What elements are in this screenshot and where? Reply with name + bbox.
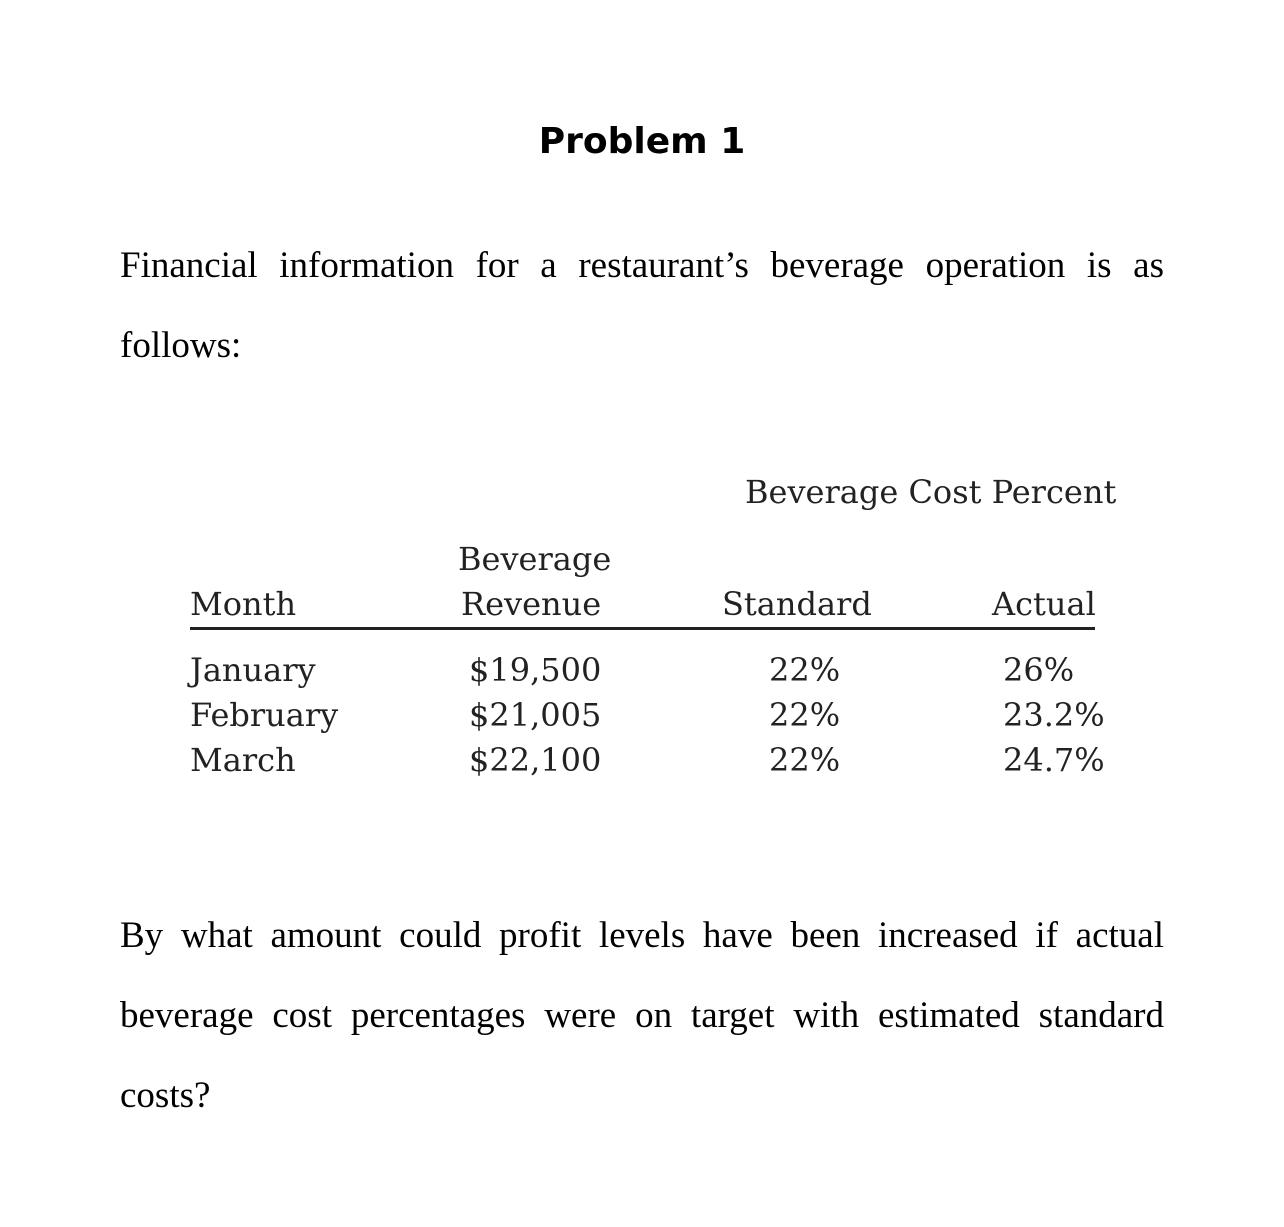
table-body (0, 650, 1284, 785)
cell-revenue: $19,500 (469, 651, 602, 689)
cell-standard: 22% (769, 651, 841, 689)
cell-month: March (190, 741, 296, 779)
header-revenue-line1: Beverage (458, 540, 612, 578)
header-revenue-line2: Revenue (461, 585, 602, 623)
cell-actual: 23.2% (1003, 696, 1105, 734)
cell-actual: 24.7% (1003, 741, 1105, 779)
table-row (0, 740, 1284, 785)
header-standard: Standard (722, 585, 872, 623)
problem-title: Problem 1 (538, 121, 746, 162)
cell-month: January (190, 651, 316, 689)
cell-revenue: $22,100 (469, 741, 602, 779)
cell-revenue: $21,005 (469, 696, 602, 734)
header-rule (190, 627, 1095, 630)
question-paragraph: By what amount could profit levels have been increased if actual beverage cost percentages were on target with estimated standard costs? (120, 915, 1164, 1116)
cell-standard: 22% (769, 741, 841, 779)
cell-actual: 26% (1003, 651, 1075, 689)
column-group-header: Beverage Cost Percent (745, 473, 1117, 511)
cell-standard: 22% (769, 696, 841, 734)
cell-month: February (190, 696, 339, 734)
header-actual: Actual (992, 585, 1096, 623)
intro-paragraph: Financial information for a restaurant’s beverage operation is as follows: (120, 245, 1164, 366)
header-month: Month (190, 585, 297, 623)
table-row (0, 695, 1284, 740)
table-row (0, 650, 1284, 695)
